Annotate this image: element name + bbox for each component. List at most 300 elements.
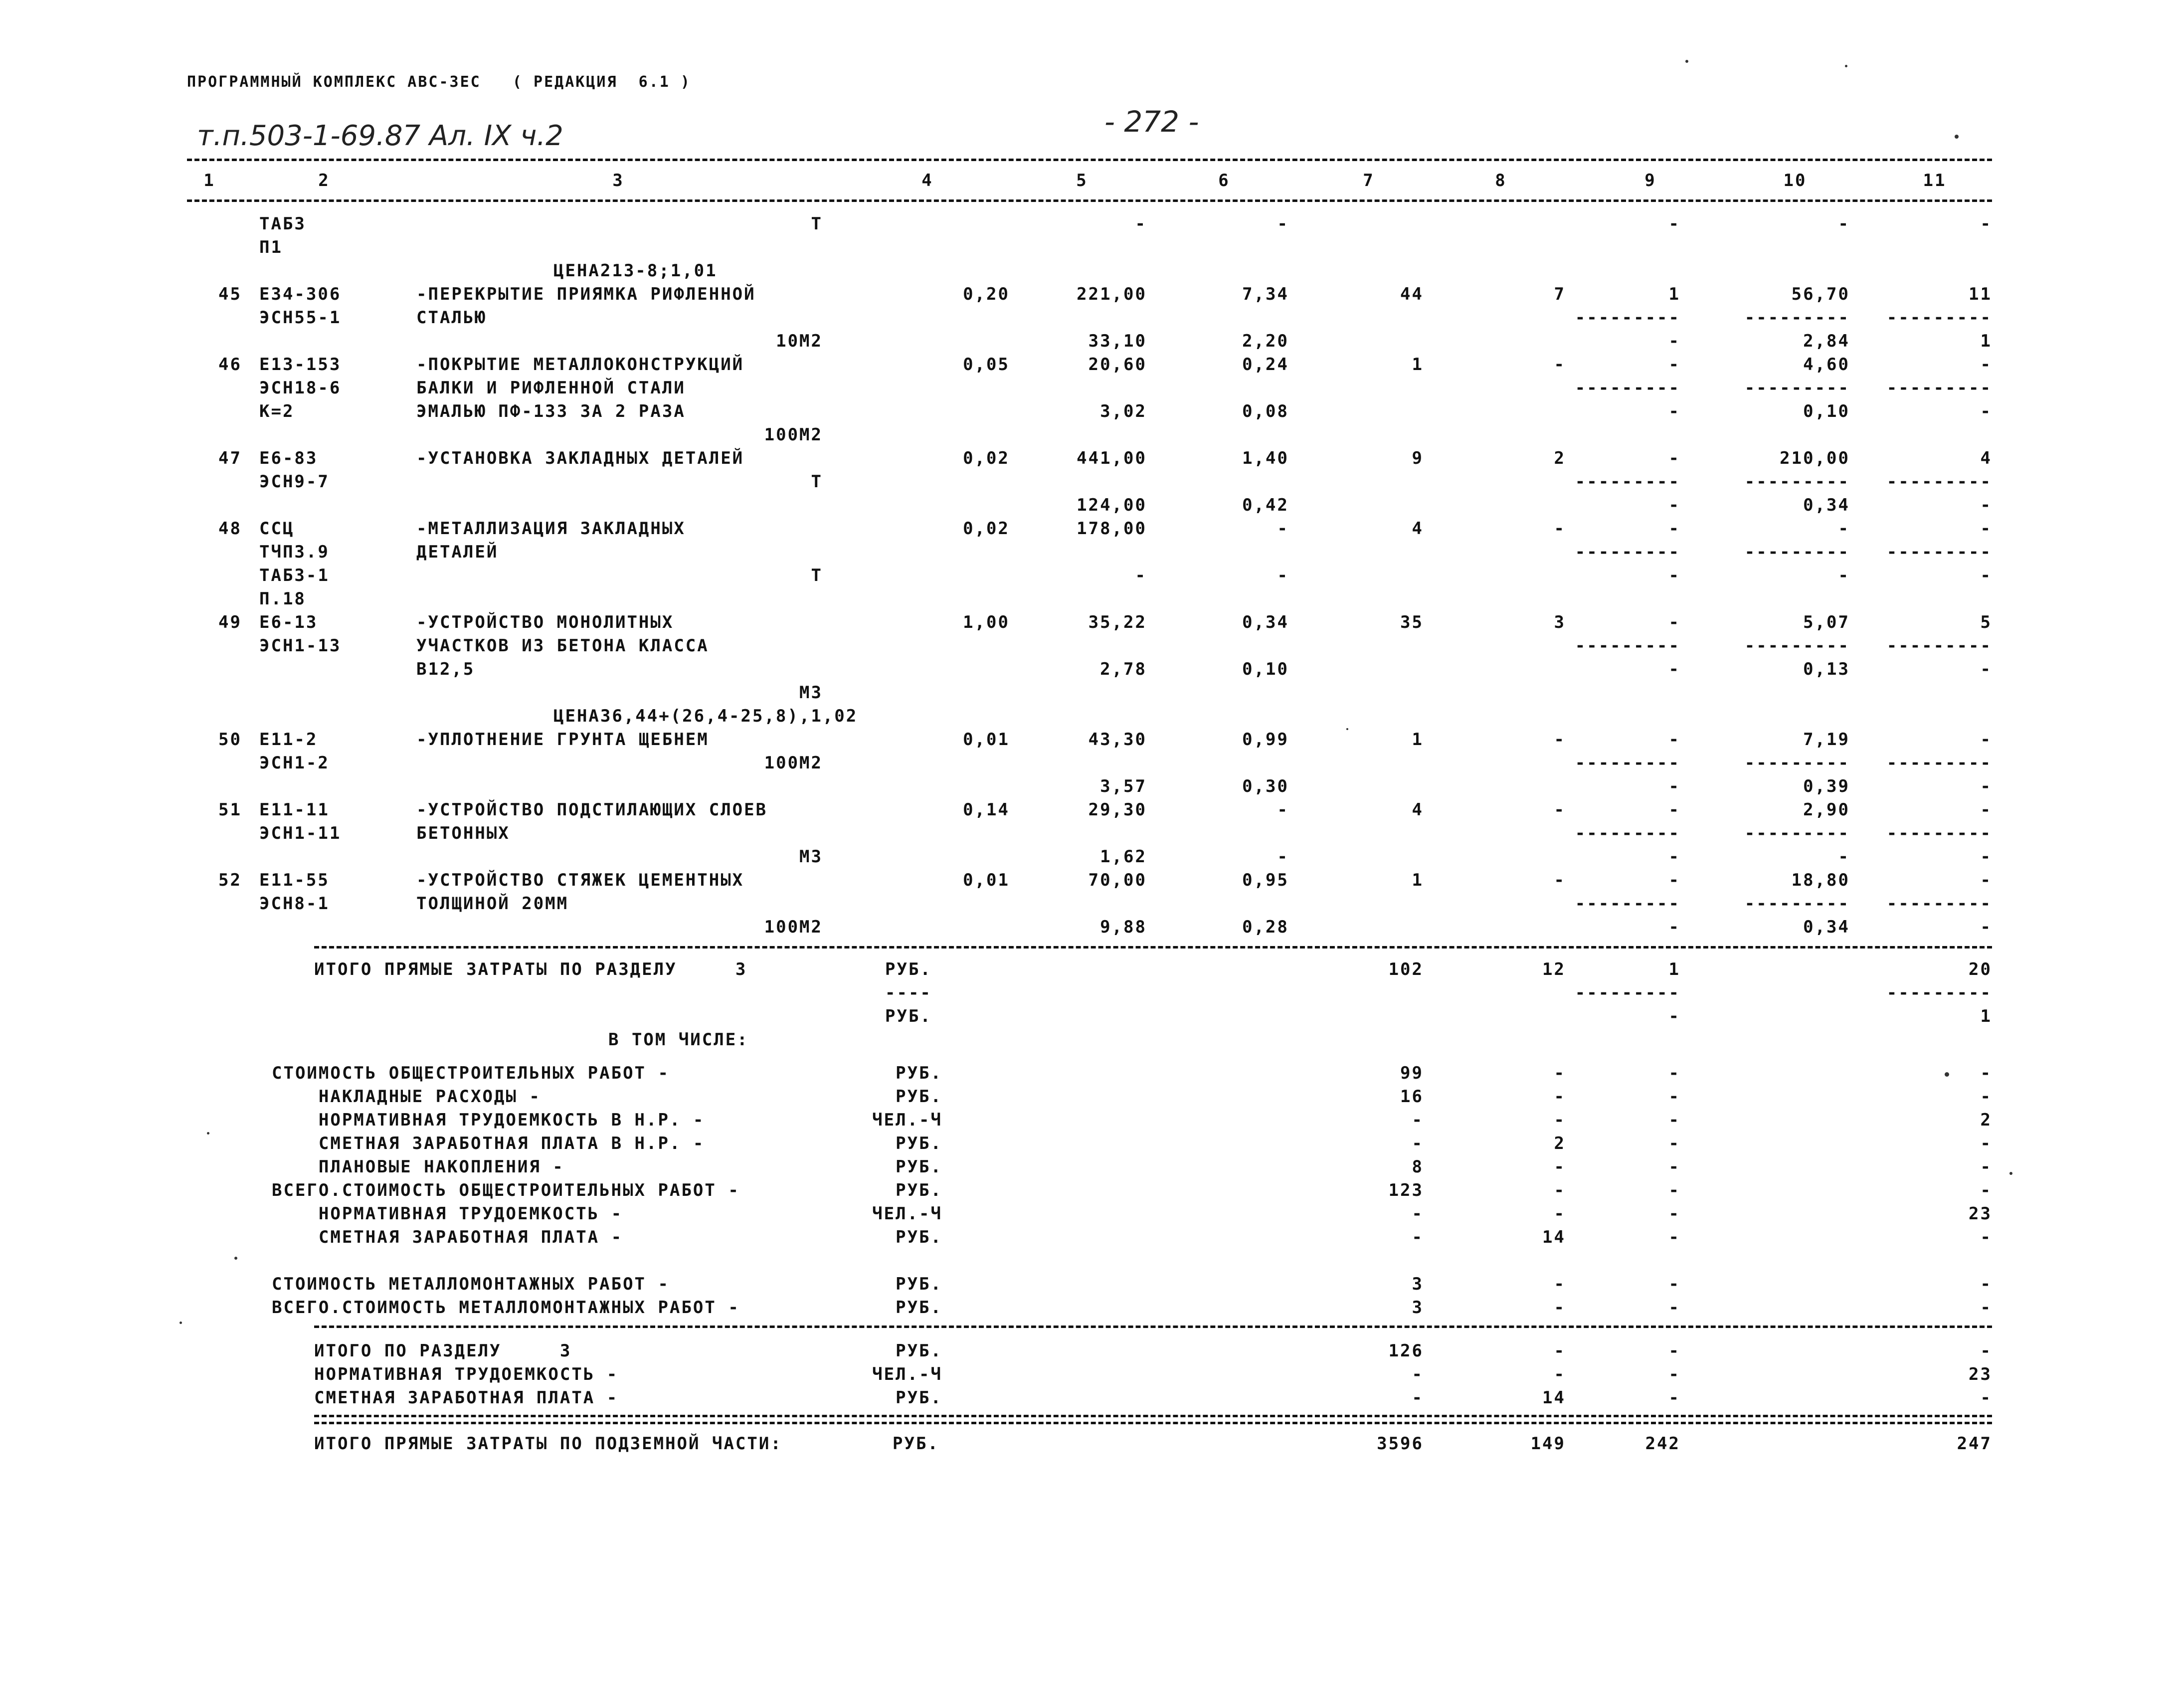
cell-c10: --------- [1744, 823, 1850, 843]
rate-code: ТАБ3 [259, 214, 306, 234]
cell-c9: --------- [1575, 378, 1680, 398]
cell-c6: - [1277, 214, 1289, 234]
summary-label: ИТОГО ПО РАЗДЕЛУ 3 [314, 1341, 572, 1361]
cell-c11: --------- [1886, 542, 1992, 562]
scan-speck [1945, 1072, 1949, 1077]
cell-c9: --------- [1575, 542, 1680, 562]
rate-code: ЭСН8-1 [259, 894, 330, 914]
scan-speck [180, 1322, 182, 1324]
cell-c9: --------- [1575, 823, 1680, 843]
cell-c7: 44 [1400, 284, 1424, 304]
rate-code: П.18 [259, 589, 306, 609]
summary-c9: - [1668, 1157, 1680, 1177]
cell-c6: - [1277, 847, 1289, 867]
cell-c10: 0,13 [1803, 659, 1850, 679]
grand-total-c7: 3596 [1377, 1434, 1424, 1454]
summary-c8: 14 [1542, 1227, 1566, 1247]
summary-unit: РУБ. [885, 959, 932, 979]
cell-c7: 1 [1412, 355, 1424, 375]
unit-of-measure: Т [811, 472, 823, 492]
cell-c4: 0,01 [963, 870, 1010, 890]
summary-c7: 8 [1412, 1157, 1424, 1177]
cell-c5: 3,57 [1100, 776, 1147, 796]
cell-c4: 1,00 [963, 612, 1010, 632]
cell-c5: 221,00 [1077, 284, 1147, 304]
summary-c11: 20 [1969, 959, 1992, 979]
summary-c8: 12 [1542, 959, 1566, 979]
cell-c8: - [1554, 870, 1566, 890]
cell-c9: --------- [1575, 753, 1680, 773]
rate-code: ЭСН9-7 [259, 472, 330, 492]
summary-unit: ---- [885, 983, 932, 1003]
price-note: ЦЕНА36,44+(26,4-25,8),1,02 [553, 706, 858, 726]
summary-unit: РУБ. [896, 1388, 942, 1408]
summary-c11: 2 [1980, 1110, 1992, 1130]
cell-c6: 0,28 [1242, 917, 1289, 937]
work-description: ЭМАЛЬЮ ПФ-133 ЗА 2 РАЗА [416, 401, 686, 421]
work-description: УЧАСТКОВ ИЗ БЕТОНА КЛАССА [416, 636, 709, 656]
work-description: ДЕТАЛЕЙ [416, 542, 499, 562]
cell-c9: - [1668, 448, 1680, 468]
cell-c6: - [1277, 566, 1289, 585]
column-number: 2 [318, 171, 330, 190]
cell-c10: --------- [1744, 378, 1850, 398]
work-description: -УСТАНОВКА ЗАКЛАДНЫХ ДЕТАЛЕЙ [416, 448, 744, 468]
cell-c9: - [1668, 519, 1680, 539]
summary-c7: 126 [1388, 1341, 1424, 1361]
cell-c9: - [1668, 776, 1680, 796]
summary-c9: - [1668, 1006, 1680, 1026]
summary-c11: 23 [1969, 1204, 1992, 1224]
column-number: 1 [203, 171, 215, 190]
cell-c7: 1 [1412, 870, 1424, 890]
summary-c9: - [1668, 1364, 1680, 1384]
unit-of-measure: Т [811, 566, 823, 585]
scan-speck [1685, 60, 1688, 63]
unit-of-measure: 100М2 [764, 753, 823, 773]
scan-speck [1955, 135, 1959, 139]
cell-c10: 0,10 [1803, 401, 1850, 421]
cell-c9: - [1668, 401, 1680, 421]
cell-c11: --------- [1886, 894, 1992, 914]
summary-c7: 16 [1400, 1087, 1424, 1107]
cell-c10: - [1838, 566, 1850, 585]
cell-c10: 5,07 [1803, 612, 1850, 632]
grand-total-unit: РУБ. [893, 1434, 939, 1454]
cell-c10: --------- [1744, 636, 1850, 656]
cell-c8: 3 [1554, 612, 1566, 632]
summary-unit: РУБ. [896, 1274, 942, 1294]
summary-c11: - [1980, 1063, 1992, 1083]
cell-c11: 1 [1980, 331, 1992, 351]
document-reference: т.п.503-1-69.87 Ал. IX ч.2 [197, 120, 563, 152]
cell-c7: 4 [1412, 519, 1424, 539]
work-description: В12,5 [416, 659, 475, 679]
cell-c10: 0,39 [1803, 776, 1850, 796]
cell-c9: - [1668, 331, 1680, 351]
summary-label: НОРМАТИВНАЯ ТРУДОЕМКОСТЬ - [314, 1364, 619, 1384]
summary-c8: - [1554, 1341, 1566, 1361]
cell-c8: 2 [1554, 448, 1566, 468]
cell-c9: - [1668, 355, 1680, 375]
cell-c4: 0,02 [963, 448, 1010, 468]
cell-c5: 178,00 [1077, 519, 1147, 539]
cell-c6: - [1277, 800, 1289, 820]
price-note: ЦЕНА213-8;1,01 [553, 261, 718, 281]
cell-c10: 56,70 [1791, 284, 1850, 304]
header-rule-bottom [187, 199, 1992, 202]
summary-c8: - [1554, 1157, 1566, 1177]
rate-code: Е11-11 [259, 800, 330, 820]
cell-c11: --------- [1886, 308, 1992, 328]
summary-c8: 2 [1554, 1134, 1566, 1153]
summary-c11: - [1980, 1134, 1992, 1153]
summary-c9: - [1668, 1087, 1680, 1107]
rate-code: ТАБ3-1 [259, 566, 330, 585]
cell-c10: - [1838, 214, 1850, 234]
work-description: БАЛКИ И РИФЛЕННОЙ СТАЛИ [416, 378, 686, 398]
cell-c11: - [1980, 495, 1992, 515]
cell-c10: --------- [1744, 894, 1850, 914]
rate-code: ЭСН1-11 [259, 823, 342, 843]
item-number: 51 [218, 800, 242, 820]
cell-c8: - [1554, 519, 1566, 539]
unit-of-measure: М3 [799, 847, 823, 867]
summary-c11: - [1980, 1180, 1992, 1200]
cell-c5: - [1135, 214, 1147, 234]
cell-c11: --------- [1886, 472, 1992, 492]
scan-speck [1845, 65, 1847, 67]
cell-c9: --------- [1575, 894, 1680, 914]
cell-c8: - [1554, 355, 1566, 375]
summary-c8: - [1554, 1204, 1566, 1224]
column-number: 6 [1218, 171, 1230, 190]
work-description: -ПЕРЕКРЫТИЕ ПРИЯМКА РИФЛЕННОЙ [416, 284, 756, 304]
cell-c9: - [1668, 730, 1680, 750]
summary-c7: 102 [1388, 959, 1424, 979]
grand-total-c11: 247 [1957, 1434, 1992, 1454]
cell-c11: - [1980, 214, 1992, 234]
cell-c10: 7,19 [1803, 730, 1850, 750]
summary-unit: РУБ. [896, 1341, 942, 1361]
summary-c7: - [1412, 1388, 1424, 1408]
cell-c4: 0,05 [963, 355, 1010, 375]
grand-total-c8: 149 [1530, 1434, 1566, 1454]
summary-c9: - [1668, 1388, 1680, 1408]
grand-total-rule-2 [314, 1422, 1992, 1424]
work-description: -УСТРОЙСТВО СТЯЖЕК ЦЕМЕНТНЫХ [416, 870, 744, 890]
column-number: 10 [1783, 171, 1807, 190]
summary-c7: - [1412, 1134, 1424, 1153]
summary-c9: - [1668, 1063, 1680, 1083]
column-number: 11 [1923, 171, 1947, 190]
cell-c6: - [1277, 519, 1289, 539]
summary-label: ВСЕГО.СТОИМОСТЬ ОБЩЕСТРОИТЕЛЬНЫХ РАБОТ - [272, 1180, 740, 1200]
summary-unit: РУБ. [896, 1134, 942, 1153]
column-number: 5 [1076, 171, 1088, 190]
cell-c9: - [1668, 870, 1680, 890]
work-description: СТАЛЬЮ [416, 308, 487, 328]
cell-c9: - [1668, 495, 1680, 515]
summary-c9: - [1668, 1134, 1680, 1153]
cell-c6: 0,42 [1242, 495, 1289, 515]
cell-c10: --------- [1744, 542, 1850, 562]
rate-code: Е11-55 [259, 870, 330, 890]
cell-c5: 9,88 [1100, 917, 1147, 937]
summary-c8: - [1554, 1364, 1566, 1384]
cell-c9: - [1668, 917, 1680, 937]
cell-c11: - [1980, 355, 1992, 375]
item-number: 48 [218, 519, 242, 539]
summary-c9: - [1668, 1110, 1680, 1130]
summary-label: ПЛАНОВЫЕ НАКОПЛЕНИЯ - [272, 1157, 564, 1177]
rate-code: ССЦ [259, 519, 295, 539]
summary-unit: РУБ. [896, 1227, 942, 1247]
summary-c8: - [1554, 1274, 1566, 1294]
work-description: -УПЛОТНЕНИЕ ГРУНТА ЩЕБНЕМ [416, 730, 709, 750]
cell-c11: 5 [1980, 612, 1992, 632]
rate-code: ЭСН1-13 [259, 636, 342, 656]
cell-c11: - [1980, 800, 1992, 820]
summary-c11: 23 [1969, 1364, 1992, 1384]
scan-speck [207, 1132, 209, 1135]
unit-of-measure: Т [811, 214, 823, 234]
rate-code: ТЧП3.9 [259, 542, 330, 562]
summary-label: СМЕТНАЯ ЗАРАБОТНАЯ ПЛАТА В Н.Р. - [272, 1134, 705, 1153]
cell-c10: --------- [1744, 308, 1850, 328]
cell-c11: - [1980, 519, 1992, 539]
cell-c9: - [1668, 612, 1680, 632]
rate-code: Е13-153 [259, 355, 342, 375]
cell-c11: --------- [1886, 823, 1992, 843]
rate-code: ЭСН1-2 [259, 753, 330, 773]
cell-c11: - [1980, 566, 1992, 585]
cell-c11: --------- [1886, 636, 1992, 656]
rate-code: Е11-2 [259, 730, 318, 750]
summary-label: СТОИМОСТЬ ОБЩЕСТРОИТЕЛЬНЫХ РАБОТ - [272, 1063, 670, 1083]
cell-c5: 33,10 [1088, 331, 1147, 351]
item-number: 50 [218, 730, 242, 750]
cell-c7: 4 [1412, 800, 1424, 820]
cell-c10: --------- [1744, 472, 1850, 492]
cell-c11: - [1980, 659, 1992, 679]
cell-c10: 4,60 [1803, 355, 1850, 375]
summary-unit: ЧЕЛ.-Ч [872, 1110, 942, 1130]
summary-c9: - [1668, 1227, 1680, 1247]
cell-c6: 1,40 [1242, 448, 1289, 468]
summary-c9: - [1668, 1204, 1680, 1224]
item-number: 46 [218, 355, 242, 375]
summary-c8: - [1554, 1110, 1566, 1130]
unit-of-measure: 10М2 [776, 331, 823, 351]
summary-c8: - [1554, 1298, 1566, 1318]
work-description: -УСТРОЙСТВО ПОДСТИЛАЮЩИХ СЛОЕВ [416, 800, 768, 820]
cell-c11: --------- [1886, 378, 1992, 398]
cell-c11: - [1980, 730, 1992, 750]
cell-c6: 0,99 [1242, 730, 1289, 750]
cell-c10: 0,34 [1803, 917, 1850, 937]
summary-label: ВСЕГО.СТОИМОСТЬ МЕТАЛЛОМОНТАЖНЫХ РАБОТ - [272, 1298, 740, 1318]
cell-c6: 0,08 [1242, 401, 1289, 421]
cell-c5: - [1135, 566, 1147, 585]
summary-label: НАКЛАДНЫЕ РАСХОДЫ - [272, 1087, 541, 1107]
cell-c9: --------- [1575, 472, 1680, 492]
summary-label: СМЕТНАЯ ЗАРАБОТНАЯ ПЛАТА - [272, 1227, 623, 1247]
summary-c9: --------- [1575, 983, 1680, 1003]
column-number: 3 [612, 171, 624, 190]
column-number: 7 [1363, 171, 1375, 190]
cell-c7: 9 [1412, 448, 1424, 468]
cell-c10: 210,00 [1780, 448, 1850, 468]
rate-code: Е6-13 [259, 612, 318, 632]
summary-c7: 99 [1400, 1063, 1424, 1083]
item-number: 47 [218, 448, 242, 468]
cell-c5: 2,78 [1100, 659, 1147, 679]
summary-unit: РУБ. [896, 1180, 942, 1200]
unit-of-measure: М3 [799, 683, 823, 703]
summary-c7: 3 [1412, 1298, 1424, 1318]
summary-c11: - [1980, 1388, 1992, 1408]
summary-label: ИТОГО ПРЯМЫЕ ЗАТРАТЫ ПО РАЗДЕЛУ 3 [314, 959, 747, 979]
summary-unit: РУБ. [896, 1298, 942, 1318]
summary-c8: - [1554, 1180, 1566, 1200]
summary-c11: - [1980, 1157, 1992, 1177]
cell-c4: 0,01 [963, 730, 1010, 750]
cell-c10: 18,80 [1791, 870, 1850, 890]
summary-c7: - [1412, 1204, 1424, 1224]
cell-c11: - [1980, 776, 1992, 796]
scan-speck [2009, 1172, 2012, 1175]
item-number: 49 [218, 612, 242, 632]
work-description: -УСТРОЙСТВО МОНОЛИТНЫХ [416, 612, 674, 632]
column-number: 4 [921, 171, 933, 190]
header-rule-top [187, 159, 1992, 161]
cell-c9: - [1668, 659, 1680, 679]
cell-c9: --------- [1575, 308, 1680, 328]
cell-c5: 20,60 [1088, 355, 1147, 375]
cell-c9: - [1668, 566, 1680, 585]
cell-c9: --------- [1575, 636, 1680, 656]
cell-c5: 441,00 [1077, 448, 1147, 468]
cell-c6: 0,10 [1242, 659, 1289, 679]
cell-c6: 0,34 [1242, 612, 1289, 632]
item-number: 52 [218, 870, 242, 890]
summary-c7: - [1412, 1364, 1424, 1384]
summary-unit: РУБ. [896, 1087, 942, 1107]
rate-code: ЭСН18-6 [259, 378, 342, 398]
summary-label: СМЕТНАЯ ЗАРАБОТНАЯ ПЛАТА - [314, 1388, 619, 1408]
cell-c11: - [1980, 917, 1992, 937]
rate-code: П1 [259, 237, 283, 257]
cell-c10: --------- [1744, 753, 1850, 773]
column-number: 8 [1495, 171, 1507, 190]
summary-unit: РУБ. [896, 1157, 942, 1177]
cell-c4: 0,20 [963, 284, 1010, 304]
cell-c5: 70,00 [1088, 870, 1147, 890]
cell-c8: 7 [1554, 284, 1566, 304]
page-number: - 272 - [1104, 105, 1199, 139]
summary-label: СТОИМОСТЬ МЕТАЛЛОМОНТАЖНЫХ РАБОТ - [272, 1274, 670, 1294]
summary-c11: - [1980, 1298, 1992, 1318]
cell-c5: 43,30 [1088, 730, 1147, 750]
cell-c6: 0,24 [1242, 355, 1289, 375]
summary-c8: 14 [1542, 1388, 1566, 1408]
summary-c7: - [1412, 1110, 1424, 1130]
work-description: БЕТОННЫХ [416, 823, 510, 843]
cell-c4: 0,14 [963, 800, 1010, 820]
cell-c9: - [1668, 800, 1680, 820]
summary-c11: - [1980, 1227, 1992, 1247]
summary-c9: - [1668, 1341, 1680, 1361]
rate-code: Е34-306 [259, 284, 342, 304]
rate-code: ЭСН55-1 [259, 308, 342, 328]
cell-c6: 0,95 [1242, 870, 1289, 890]
work-description: -МЕТАЛЛИЗАЦИЯ ЗАКЛАДНЫХ [416, 519, 686, 539]
grand-total-label: ИТОГО ПРЯМЫЕ ЗАТРАТЫ ПО ПОДЗЕМНОЙ ЧАСТИ: [314, 1434, 782, 1454]
cell-c5: 124,00 [1077, 495, 1147, 515]
cell-c10: 2,90 [1803, 800, 1850, 820]
rate-code: К=2 [259, 401, 295, 421]
summary-c7: 123 [1388, 1180, 1424, 1200]
rate-code: Е6-83 [259, 448, 318, 468]
summary-c9: 1 [1668, 959, 1680, 979]
cell-c10: - [1838, 847, 1850, 867]
summary-label: НОРМАТИВНАЯ ТРУДОЕМКОСТЬ В Н.Р. - [272, 1110, 705, 1130]
cell-c5: 3,02 [1100, 401, 1147, 421]
cell-c11: 4 [1980, 448, 1992, 468]
section-rule [314, 946, 1992, 949]
cell-c4: 0,02 [963, 519, 1010, 539]
summary-unit: РУБ. [885, 1006, 932, 1026]
cell-c11: 11 [1969, 284, 1992, 304]
unit-of-measure: 100М2 [764, 425, 823, 445]
cell-c5: 29,30 [1088, 800, 1147, 820]
summary-unit: ЧЕЛ.-Ч [872, 1364, 942, 1384]
summary-unit: РУБ. [896, 1063, 942, 1083]
cell-c10: 2,84 [1803, 331, 1850, 351]
unit-of-measure: 100М2 [764, 917, 823, 937]
in-that-number: В ТОМ ЧИСЛЕ: [608, 1030, 749, 1050]
cell-c11: --------- [1886, 753, 1992, 773]
summary-c8: - [1554, 1087, 1566, 1107]
summary-label: НОРМАТИВНАЯ ТРУДОЕМКОСТЬ - [272, 1204, 623, 1224]
cell-c9: 1 [1668, 284, 1680, 304]
cell-c9: - [1668, 214, 1680, 234]
work-description: ТОЛЩИНОЙ 20ММ [416, 894, 569, 914]
summary-c11: - [1980, 1274, 1992, 1294]
summary-c11: 1 [1980, 1006, 1992, 1026]
summary-c9: - [1668, 1274, 1680, 1294]
summary-c7: - [1412, 1227, 1424, 1247]
cell-c7: 1 [1412, 730, 1424, 750]
cell-c8: - [1554, 730, 1566, 750]
summary-c9: - [1668, 1298, 1680, 1318]
summary-c7: 3 [1412, 1274, 1424, 1294]
summary-c11: --------- [1886, 983, 1992, 1003]
cell-c11: - [1980, 870, 1992, 890]
scan-speck [1346, 728, 1348, 730]
column-number: 9 [1644, 171, 1656, 190]
summary-c8: - [1554, 1063, 1566, 1083]
grand-total-rule-1 [314, 1415, 1992, 1417]
cell-c6: 0,30 [1242, 776, 1289, 796]
scan-speck [234, 1257, 237, 1260]
cell-c7: 35 [1400, 612, 1424, 632]
cell-c6: 7,34 [1242, 284, 1289, 304]
cell-c5: 1,62 [1100, 847, 1147, 867]
subtotal-rule [314, 1326, 1992, 1328]
cell-c9: - [1668, 847, 1680, 867]
